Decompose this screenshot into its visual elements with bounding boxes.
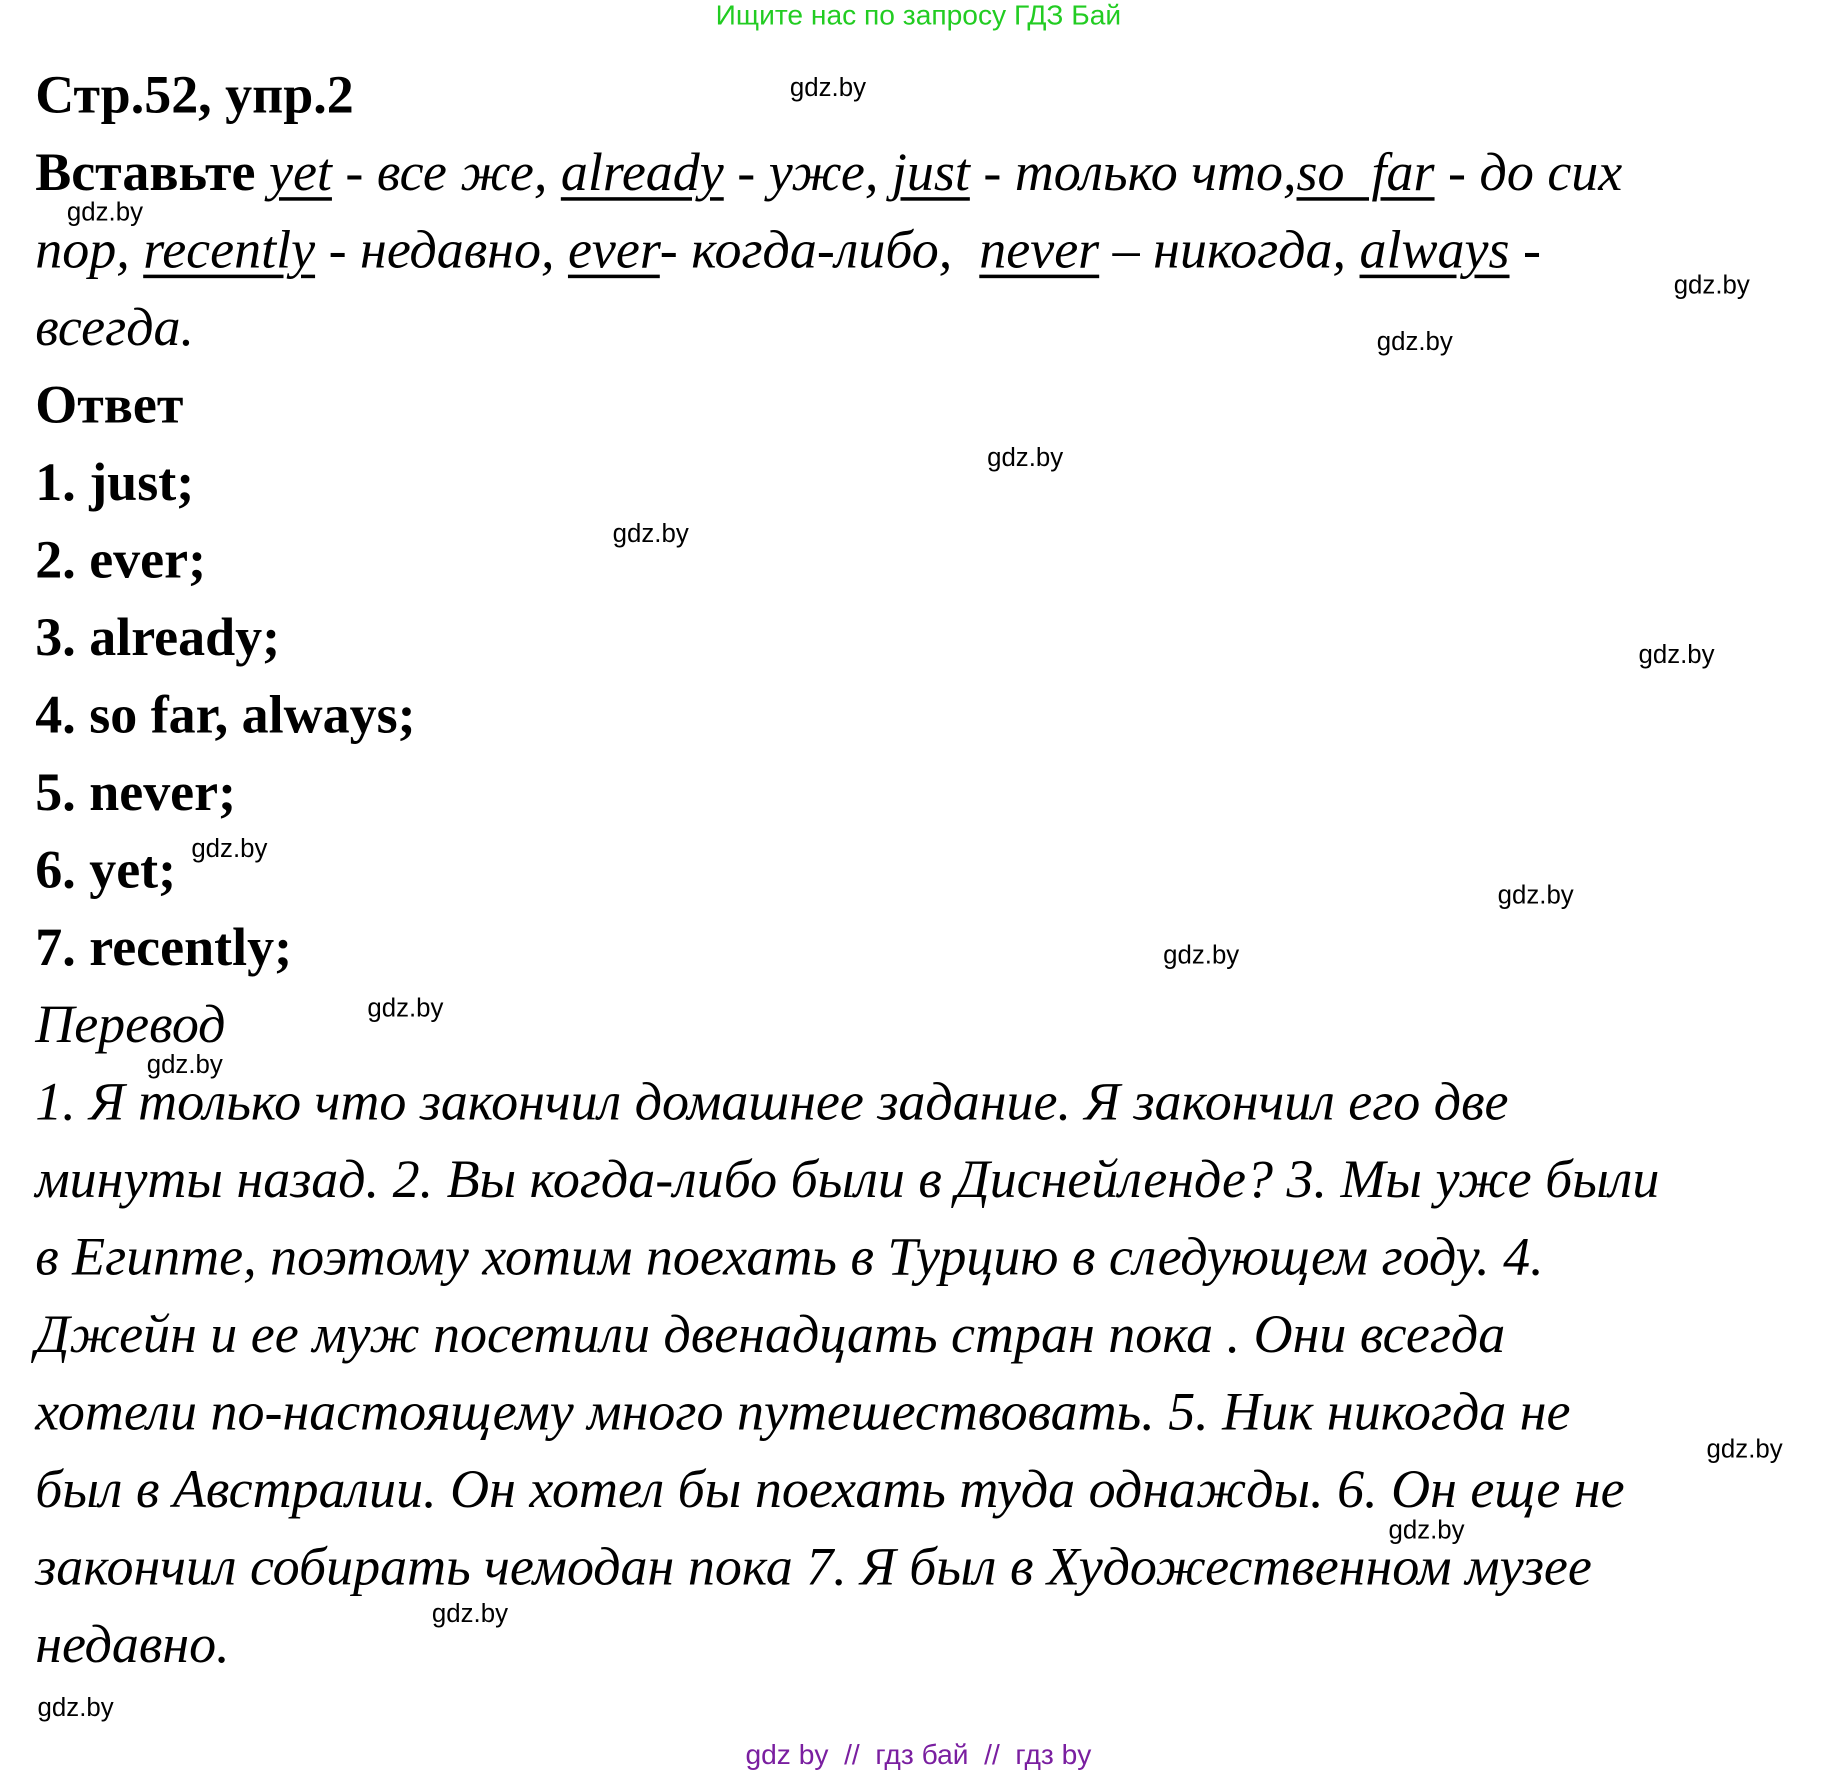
watermark: gdz.by — [191, 833, 268, 863]
watermark: gdz.by — [1163, 940, 1240, 970]
watermark: gdz.by — [37, 1692, 114, 1722]
answer-item: 6. yet; — [35, 839, 177, 900]
gloss: – никогда, — [1099, 219, 1360, 280]
gloss: - до сих — [1434, 142, 1623, 202]
answer-heading: Ответ — [35, 374, 184, 435]
gloss: - когда-либо, — [659, 219, 980, 280]
answer-item: 2. ever; — [35, 529, 207, 590]
word-so-far: so far — [1296, 142, 1435, 202]
word-always: always — [1359, 219, 1510, 280]
watermark: gdz.by — [431, 1598, 509, 1628]
page-title: Стр.52, упр.2 — [35, 64, 354, 125]
task-line-2 — [35, 219, 1541, 280]
watermark: gdz.by — [1638, 639, 1715, 670]
task-line-3: всегда. — [35, 296, 195, 357]
watermark: gdz.by — [1497, 880, 1574, 910]
answer-item: 7. recently; — [35, 916, 293, 977]
task-line-1 — [35, 142, 1623, 202]
task-lead: Вставьте — [35, 142, 256, 202]
answer-item: 1. just; — [35, 451, 195, 512]
translation-line: недавно. — [35, 1613, 230, 1674]
watermark: gdz.by — [146, 1049, 223, 1079]
gloss: - все же, — [331, 142, 561, 202]
word-ever: ever — [567, 219, 660, 280]
translation-line: минуты назад. 2. Вы когда-либо были в Диснейленде? 3. Мы уже были — [35, 1149, 1660, 1209]
word-recently: recently — [143, 219, 316, 280]
watermark: gdz.by — [987, 442, 1064, 472]
watermark: gdz.by — [66, 197, 143, 227]
gloss: - недавно, — [315, 219, 568, 280]
answer-item: 4. so far, always; — [35, 684, 416, 745]
watermark: gdz.by — [1673, 269, 1750, 300]
search-banner: Ищите нас по запросу ГДЗ Бай — [715, 0, 1122, 32]
watermark: gdz.by — [1388, 1515, 1465, 1545]
translation-line: в Египте, поэтому хотим поехать в Турцию в следующем году. 4. — [35, 1226, 1544, 1287]
translation-line: Джейн и ее муж посетили двенадцать стран пока . Они всегда — [35, 1303, 1506, 1364]
gloss: - — [1509, 219, 1541, 280]
gloss: - уже, — [723, 142, 892, 202]
gloss: пор, — [35, 219, 144, 280]
watermark: gdz.by — [367, 992, 444, 1023]
watermark: gdz.by — [789, 72, 866, 103]
word-yet: yet — [268, 142, 332, 202]
answer-item: 5. never; — [35, 761, 237, 822]
translation-line: закончил собирать чемодан пока 7. Я был в Художественном музее — [35, 1536, 1592, 1597]
gloss: - только что, — [969, 142, 1297, 202]
word-never: never — [979, 219, 1100, 280]
translation-line: хотели по-настоящему много путешествовать. 5. Ник никогда не — [35, 1381, 1571, 1442]
translation-heading: Перевод — [35, 994, 226, 1054]
watermark: gdz.by — [612, 518, 689, 549]
translation-line: был в Австралии. Он хотел бы поехать туда однажды. 6. Он еще не — [35, 1458, 1625, 1519]
translation-line: 1. Я только что закончил домашнее задание. Я закончил его две — [35, 1071, 1509, 1132]
footer-links[interactable]: gdz by // гдз бай // гдз by — [745, 1739, 1092, 1772]
word-already: already — [560, 142, 724, 202]
watermark: gdz.by — [1706, 1434, 1783, 1464]
word-just: just — [891, 142, 970, 202]
answer-item: 3. already; — [35, 606, 281, 667]
watermark: gdz.by — [1376, 326, 1453, 356]
